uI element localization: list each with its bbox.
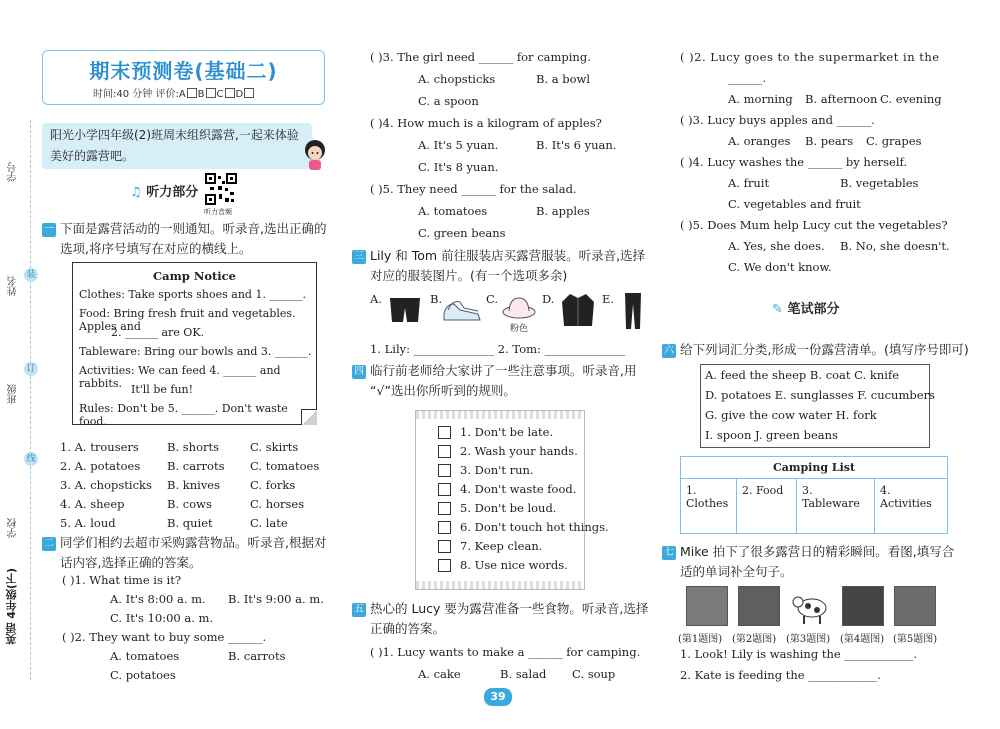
instruction-line: 临行前老师给大家讲了一些注意事项。听录音,用 — [370, 363, 637, 378]
notice-line: Clothes: Take sports shoes and 1. ______. — [79, 288, 306, 301]
option[interactable]: C. skirts — [250, 440, 299, 454]
option[interactable]: B. cows — [167, 497, 212, 511]
question: ( )4. Lucy washes the ______ by herself. — [680, 155, 908, 169]
page-fold — [301, 409, 317, 425]
title-box — [42, 50, 325, 105]
option[interactable]: B. It's 9:00 a. m. — [228, 592, 324, 606]
scroll-edge — [416, 581, 584, 589]
grade-b: B — [197, 89, 205, 100]
cut-line — [30, 120, 31, 680]
question: ( )3. Lucy buys apples and ______. — [680, 113, 875, 127]
option[interactable]: B. knives — [167, 478, 221, 492]
option[interactable]: C. tomatoes — [250, 459, 320, 473]
option[interactable]: A. It's 8:00 a. m. — [110, 592, 206, 606]
subject-grade: 英语 4年级(下) — [5, 568, 18, 645]
option[interactable]: C. late — [250, 516, 288, 530]
section-4-instruction — [370, 361, 636, 401]
grade-a-checkbox[interactable] — [187, 88, 197, 98]
option[interactable]: B. vegetables — [840, 176, 919, 190]
option[interactable]: B. quiet — [167, 516, 213, 530]
camping-list-cell[interactable]: 4. Activities — [880, 484, 932, 510]
section-6-instruction: 给下列词汇分类,形成一份露营清单。(填写序号即可) — [680, 342, 969, 357]
strip-label-name: 姓名 — [8, 276, 19, 296]
instruction-line: “√”选出你所听到的规则。 — [370, 383, 516, 398]
s3-answer-line[interactable]: 1. Lily: ______________ 2. Tom: ______________ — [370, 342, 626, 356]
rule-item: 3. Don't run. — [460, 463, 534, 477]
option[interactable]: A. cake — [418, 667, 461, 681]
rule-item: 7. Keep clean. — [460, 539, 543, 553]
option[interactable]: C. evening — [880, 92, 942, 106]
vocab-line: I. spoon J. green beans — [705, 428, 838, 442]
question-cont: ______. — [728, 71, 767, 85]
qr-caption: 听力音频 — [204, 208, 232, 216]
notice-line: It'll be fun! — [131, 383, 194, 396]
listening-part-heading — [130, 181, 198, 200]
instruction-line: Mike 拍下了很多露营日的精彩瞬间。看图,填写合 — [680, 544, 955, 559]
photo-3-cow — [790, 586, 832, 626]
option[interactable]: C. potatoes — [110, 668, 176, 682]
option[interactable]: 3. A. chopsticks — [60, 478, 152, 492]
photo-5 — [894, 586, 936, 626]
option[interactable]: A. tomatoes — [418, 204, 488, 218]
option[interactable]: B. It's 6 yuan. — [536, 138, 617, 152]
instruction-line: 同学们相约去超市采购露营物品。听录音,根据对 — [60, 535, 327, 550]
section-2-instruction — [60, 533, 326, 573]
rule-checkbox[interactable] — [438, 559, 451, 572]
instruction-line: 下面是露营活动的一则通知。听录音,选出正确的 — [60, 221, 327, 236]
section-5-instruction — [370, 599, 648, 639]
option[interactable]: C. a spoon — [418, 94, 479, 108]
option[interactable]: A. It's 5 yuan. — [418, 138, 499, 152]
option[interactable]: B. shorts — [167, 440, 220, 454]
rule-checkbox[interactable] — [438, 464, 451, 477]
section-3-instruction — [370, 246, 645, 286]
section-2-badge: 二 — [44, 538, 54, 549]
section-4-badge: 四 — [354, 366, 364, 377]
instruction-line: 选项,将序号填写在对应的横线上。 — [60, 241, 252, 256]
rule-item: 5. Don't be loud. — [460, 501, 557, 515]
option[interactable]: A. morning — [728, 92, 793, 106]
camping-list-table — [680, 456, 948, 534]
notice-line: Tableware: Bring our bowls and 3. ______. — [79, 345, 312, 358]
instruction-line: 正确的答案。 — [370, 621, 446, 636]
section-5-badge: 五 — [354, 604, 364, 615]
rule-checkbox[interactable] — [438, 540, 451, 553]
camp-notice — [72, 262, 317, 428]
vocab-line: G. give the cow water H. fork — [705, 408, 877, 422]
notice-line: Rules: Don't be 5. ______. Don't waste food. — [79, 402, 288, 428]
rule-item: 6. Don't touch hot things. — [460, 520, 609, 534]
rule-item: 4. Don't waste food. — [460, 482, 577, 496]
grade-c-checkbox[interactable] — [225, 88, 235, 98]
question: ( )3. The girl need ______ for camping. — [370, 50, 591, 64]
instruction-line: 热心的 Lucy 要为露营准备一些食物。听录音,选择 — [370, 601, 649, 616]
rule-checkbox[interactable] — [438, 521, 451, 534]
option[interactable]: A. tomatoes — [110, 649, 180, 663]
page-title: 期末预测卷(基础二) — [89, 59, 278, 83]
pink-label: 粉色 — [510, 324, 529, 334]
photo-caption: (第4题图) — [840, 634, 885, 645]
option[interactable]: C. We don't know. — [728, 260, 832, 274]
grade-d: D — [235, 89, 244, 100]
grade-a: A — [178, 89, 186, 100]
option[interactable]: C. It's 8 yuan. — [418, 160, 499, 174]
instruction-line: 话内容,选择正确的答案。 — [60, 555, 202, 570]
qr-code-icon[interactable] — [205, 173, 237, 205]
option[interactable]: C. It's 10:00 a. m. — [110, 611, 214, 625]
rule-checkbox[interactable] — [438, 426, 451, 439]
option-letter: B. — [430, 292, 443, 306]
option[interactable]: A. chopsticks — [418, 72, 496, 86]
question: ( )1. Lucy wants to make a ______ for camping. — [370, 645, 641, 659]
coat-icon[interactable] — [560, 292, 596, 328]
shorts-icon[interactable] — [388, 296, 422, 326]
option[interactable]: B. pears — [805, 134, 854, 148]
scroll-edge — [416, 411, 584, 419]
option[interactable]: B. salad — [500, 667, 547, 681]
section-1-instruction — [60, 219, 326, 259]
strip-label-id: 学号 — [8, 162, 19, 182]
notice-line: Food: Bring fresh fruit and vegetables. Apples and — [79, 307, 296, 333]
strip-label-school: 学校 — [8, 518, 19, 538]
vocab-line: D. potatoes E. sunglasses F. cucumbers — [705, 388, 935, 402]
camping-list-cell[interactable]: 1. Clothes — [681, 479, 737, 533]
option[interactable]: C. vegetables and fruit — [728, 197, 861, 211]
option[interactable]: 5. A. loud — [60, 516, 116, 530]
grade-c: C — [216, 89, 224, 100]
option-letter: D. — [542, 292, 555, 306]
question: ( )1. What time is it? — [62, 573, 181, 587]
strip-label-class: 班级 — [8, 384, 19, 404]
option[interactable]: C. forks — [250, 478, 296, 492]
notice-line: Activities: We can feed 4. ______ and rabbits. — [79, 364, 281, 390]
rule-checkbox[interactable] — [438, 502, 451, 515]
sports-shoes-icon[interactable] — [442, 298, 482, 324]
vocab-line: A. feed the sheep B. coat C. knife — [705, 368, 900, 382]
option[interactable]: A. Yes, she does. — [728, 239, 825, 253]
page-number: 39 — [484, 688, 512, 706]
camping-list-cell[interactable]: 3. Tableware — [797, 479, 875, 533]
rule-item: 8. Use nice words. — [460, 558, 568, 572]
intro-text: 阳光小学四年级(2)班周末组织露营,一起来体验美好的露营吧。 — [42, 123, 312, 169]
option[interactable]: C. grapes — [866, 134, 922, 148]
option[interactable]: C. horses — [250, 497, 305, 511]
rule-checkbox[interactable] — [438, 483, 451, 496]
section-3-badge: 三 — [354, 251, 364, 262]
option[interactable]: B. No, she doesn't. — [840, 239, 950, 253]
girl-icon — [300, 138, 330, 172]
writing-part-heading — [772, 298, 839, 317]
title-meta — [93, 85, 255, 100]
binding-strip — [0, 0, 40, 729]
vocab-box — [700, 364, 935, 448]
section-6-badge: 六 — [664, 345, 674, 356]
photo-caption: (第3题图) — [786, 634, 831, 645]
option[interactable]: B. apples — [536, 204, 590, 218]
option[interactable]: 2. A. potatoes — [60, 459, 141, 473]
option[interactable]: A. oranges — [728, 134, 791, 148]
fill-sentence[interactable]: 1. Look! Lily is washing the ____________. — [680, 647, 917, 661]
question: ( )2. Lucy goes to the supermarket in the — [680, 50, 940, 64]
photo-1 — [686, 586, 728, 626]
question: ( )5. They need ______ for the salad. — [370, 182, 577, 196]
option[interactable]: A. fruit — [728, 176, 770, 190]
camping-list-cell[interactable]: 2. Food — [737, 479, 797, 533]
sun-hat-icon[interactable] — [502, 294, 536, 320]
grade-b-checkbox[interactable] — [206, 88, 216, 98]
option[interactable]: B. carrots — [228, 649, 286, 663]
option[interactable]: C. soup — [572, 667, 616, 681]
fill-sentence[interactable]: 2. Kate is feeding the ____________. — [680, 668, 881, 682]
option-letter: C. — [486, 292, 499, 306]
rule-item: 1. Don't be late. — [460, 425, 554, 439]
photo-caption: (第5题图) — [893, 634, 938, 645]
grade-d-checkbox[interactable] — [244, 88, 254, 98]
headphone-icon: ♫ — [130, 185, 142, 200]
trousers-icon[interactable] — [624, 292, 642, 330]
rule-checkbox[interactable] — [438, 445, 451, 458]
option[interactable]: B. carrots — [167, 459, 225, 473]
option[interactable]: 4. A. sheep — [60, 497, 125, 511]
option[interactable]: B. a bowl — [536, 72, 591, 86]
question: ( )2. They want to buy some ______. — [62, 630, 267, 644]
rule-item: 2. Wash your hands. — [460, 444, 578, 458]
writing-part-label: 笔试部分 — [787, 302, 840, 317]
photo-4 — [842, 586, 884, 626]
option-letter: A. — [370, 292, 382, 306]
option[interactable]: 1. A. trousers — [60, 440, 139, 454]
section-7-badge: 七 — [664, 547, 674, 558]
notice-line: 2. ______ are OK. — [111, 326, 205, 339]
option[interactable]: B. afternoon — [805, 92, 878, 106]
listening-part-label: 听力部分 — [146, 185, 199, 200]
camping-list-title: Camping List — [681, 457, 947, 479]
section-7-instruction — [680, 542, 954, 582]
photo-caption: (第1题图) — [678, 634, 723, 645]
option[interactable]: C. green beans — [418, 226, 506, 240]
time-label: 时间:40 分钟 评价: — [93, 89, 179, 100]
photo-caption: (第2题图) — [732, 634, 777, 645]
strip-dot: 订 — [24, 362, 38, 376]
question: ( )4. How much is a kilogram of apples? — [370, 116, 602, 130]
photo-2 — [738, 586, 780, 626]
instruction-line: 适的单词补全句子。 — [680, 564, 793, 579]
option-letter: E. — [602, 292, 615, 306]
instruction-line: 对应的服装图片。(有一个选项多余) — [370, 268, 568, 283]
section-1-badge: 一 — [44, 224, 54, 235]
instruction-line: Lily 和 Tom 前往服装店买露营服装。听录音,选择 — [370, 248, 646, 263]
strip-dot: 线 — [24, 452, 38, 466]
notice-title: Camp Notice — [153, 269, 236, 283]
pencil-icon: ✎ — [772, 302, 783, 317]
strip-dot: 装 — [24, 268, 38, 282]
question: ( )5. Does Mum help Lucy cut the vegetables? — [680, 218, 948, 232]
